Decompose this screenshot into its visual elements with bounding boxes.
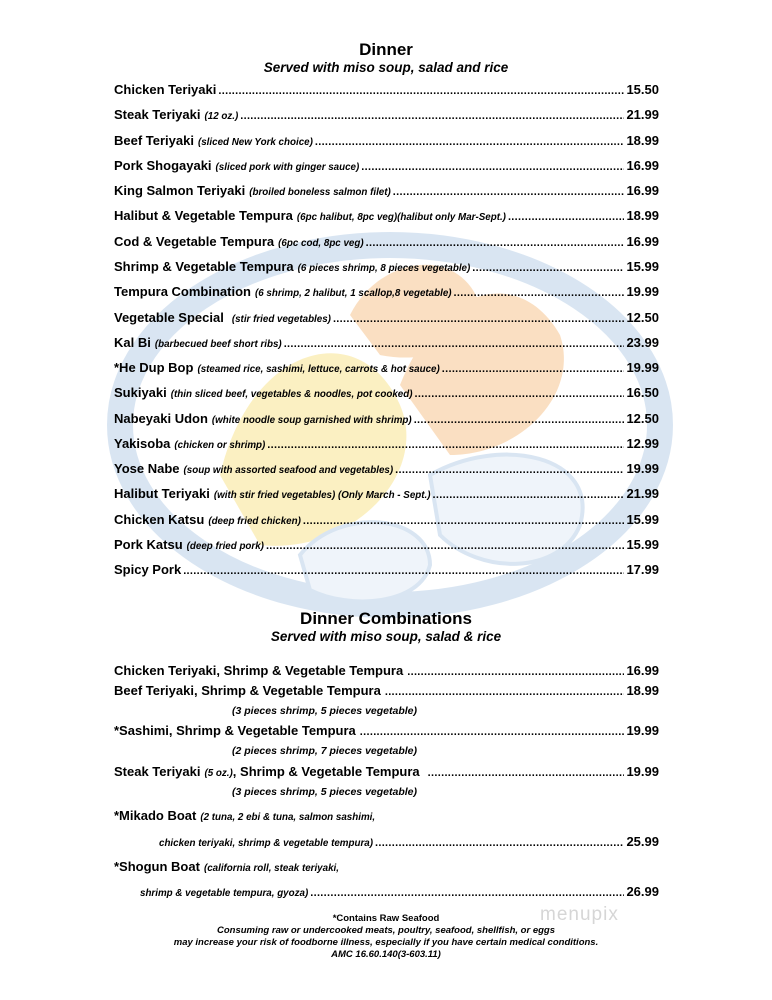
menu-item-price: 21.99 <box>626 486 659 501</box>
watermark-logo: menupix <box>540 904 619 925</box>
menu-item <box>114 460 659 478</box>
menu-item <box>114 334 659 352</box>
menu-item-price: 18.99 <box>626 208 659 223</box>
combo-item-description-cont: chicken teriyaki, shrimp & vegetable tempura) <box>159 838 373 849</box>
menu-item <box>114 309 659 327</box>
menu-item-name: Halibut & Vegetable Tempura <box>114 208 293 223</box>
menu-item <box>114 485 659 503</box>
menu-item-name: Kal Bi <box>114 335 151 350</box>
menu-item-name: *He Dup Bop <box>114 360 194 375</box>
menu-item-name: Yose Nabe <box>114 461 180 476</box>
menu-item <box>114 384 659 402</box>
menu-item-description: (sliced pork with ginger sauce) <box>215 162 360 173</box>
menu-item-description: (steamed rice, sashimi, lettuce, carrots & hot sauce) <box>197 364 440 375</box>
menu-item-price: 15.99 <box>626 512 659 527</box>
menu-item <box>114 410 659 428</box>
menu-item-description: (6pc halibut, 8pc veg)(halibut only Mar-Sept.) <box>296 212 506 223</box>
combo-item-name: Steak Teriyaki <box>114 764 201 779</box>
combo-item-price: 18.99 <box>626 683 659 698</box>
combo-item <box>114 763 659 781</box>
menu-item-description: (chicken or shrimp) <box>174 440 266 451</box>
menu-item-name: Vegetable Special <box>114 310 224 325</box>
menu-item-price: 16.99 <box>626 234 659 249</box>
menu-item-description: (deep fried chicken) <box>208 516 301 527</box>
menu-item-description: (deep fried pork) <box>186 541 264 552</box>
menu-item-price: 12.99 <box>626 436 659 451</box>
combo-item <box>114 807 659 825</box>
combo-item-price: 16.99 <box>626 663 659 678</box>
menu-item-name: Spicy Pork <box>114 562 182 577</box>
menu-item-description: (sliced New York choice) <box>197 137 313 148</box>
combo-item-description: (5 oz.) <box>204 768 233 779</box>
menu-item-name: Chicken Katsu <box>114 512 205 527</box>
menu-item-price: 21.99 <box>626 107 659 122</box>
menu-item <box>114 258 659 276</box>
menu-item-price: 12.50 <box>626 411 659 426</box>
menu-item-price: 19.99 <box>626 284 659 299</box>
menu-item <box>114 81 659 99</box>
combo-item-name: Beef Teriyaki, Shrimp & Vegetable Tempura <box>114 683 381 698</box>
menu-item-price: 19.99 <box>626 461 659 476</box>
menu-item-price: 12.50 <box>626 310 659 325</box>
menu-item-description: (with stir fried vegetables) (Only March - Sept.) <box>213 490 431 501</box>
combo-item-line2 <box>159 833 659 851</box>
menu-item <box>114 233 659 251</box>
menu-item-price: 15.99 <box>626 537 659 552</box>
menu-item <box>114 359 659 377</box>
combo-item-price: 19.99 <box>626 764 659 779</box>
menu-item-description: (white noodle soup garnished with shrimp) <box>211 415 412 426</box>
combo-item-note: (2 pieces shrimp, 7 pieces vegetable) <box>232 745 418 757</box>
menu-item-name: Pork Katsu <box>114 537 183 552</box>
combo-item <box>114 662 659 680</box>
menu-item-name: Pork Shogayaki <box>114 158 212 173</box>
menu-item-name: Tempura Combination <box>114 284 251 299</box>
raw-seafood-notice: *Contains Raw Seafood <box>332 913 440 924</box>
combo-item-name-cont: , Shrimp & Vegetable Tempura <box>232 764 420 779</box>
menu-item-name: Halibut Teriyaki <box>114 486 210 501</box>
menu-item <box>114 511 659 529</box>
menu-item-price: 18.99 <box>626 133 659 148</box>
menu-item-description: (6pc cod, 8pc veg) <box>278 238 364 249</box>
menu-item-description: (6 shrimp, 2 halibut, 1 scallop,8 vegetable) <box>254 288 452 299</box>
footer-disclaimer-line: may increase your risk of foodborne illness, especially if you have certain medical conditions. <box>173 937 599 948</box>
menu-item <box>114 182 659 200</box>
menu-item-name: Shrimp & Vegetable Tempura <box>114 259 294 274</box>
menu-item-description: (6 pieces shrimp, 8 pieces vegetable) <box>297 263 471 274</box>
combo-item-description: (2 tuna, 2 ebi & tuna, salmon sashimi, <box>200 812 376 823</box>
menu-item-description: (broiled boneless salmon filet) <box>249 187 391 198</box>
combo-item-note: (3 pieces shrimp, 5 pieces vegetable) <box>232 705 418 717</box>
menu-item <box>114 435 659 453</box>
combo-item-name: *Sashimi, Shrimp & Vegetable Tempura <box>114 723 356 738</box>
combo-item <box>114 858 659 876</box>
menu-item-description: (stir fried vegetables) <box>231 314 331 325</box>
menu-item-description: (12 oz.) <box>204 111 239 122</box>
combinations-subtitle: Served with miso soup, salad & rice <box>270 629 502 644</box>
menu-item-price: 16.99 <box>626 183 659 198</box>
combo-item-price: 26.99 <box>626 884 659 899</box>
dinner-title: Dinner <box>359 40 413 59</box>
menu-item-name: Beef Teriyaki <box>114 133 194 148</box>
combo-item-name: *Shogun Boat <box>114 859 200 874</box>
footer-disclaimer-line: Consuming raw or undercooked meats, poultry, seafood, shellfish, or eggs <box>216 925 555 936</box>
combo-item-name: *Mikado Boat <box>114 808 197 823</box>
combo-item <box>114 722 659 740</box>
combo-item-price: 19.99 <box>626 723 659 738</box>
combo-item-description: (california roll, steak teriyaki, <box>203 863 339 874</box>
menu-item <box>114 561 659 579</box>
combinations-title: Dinner Combinations <box>300 609 472 628</box>
dinner-subtitle: Served with miso soup, salad and rice <box>263 60 509 75</box>
menu-item-description: (thin sliced beef, vegetables & noodles, pot cooked) <box>170 389 413 400</box>
menu-item-description: (barbecued beef short ribs) <box>154 339 282 350</box>
menu-item <box>114 157 659 175</box>
combo-item-name: Chicken Teriyaki, Shrimp & Vegetable Tempura <box>114 663 404 678</box>
menu-item-price: 17.99 <box>626 562 659 577</box>
combo-item-note: (3 pieces shrimp, 5 pieces vegetable) <box>232 786 418 798</box>
menu-item-name: Yakisoba <box>114 436 171 451</box>
menu-item-price: 23.99 <box>626 335 659 350</box>
menu-item-name: Sukiyaki <box>114 385 167 400</box>
menu-item-price: 15.99 <box>626 259 659 274</box>
menu-item-name: Nabeyaki Udon <box>114 411 208 426</box>
menu-item <box>114 536 659 554</box>
combo-item-price: 25.99 <box>626 834 659 849</box>
menu-item <box>114 132 659 150</box>
menu-item-name: Cod & Vegetable Tempura <box>114 234 275 249</box>
menu-item <box>114 283 659 301</box>
menu-item-name: King Salmon Teriyaki <box>114 183 246 198</box>
menu-item-name: Steak Teriyaki <box>114 107 201 122</box>
menu-item-price: 16.99 <box>626 158 659 173</box>
menu-item-price: 19.99 <box>626 360 659 375</box>
combo-item-line2 <box>140 883 659 901</box>
menu-item-price: 16.50 <box>626 385 659 400</box>
menu-item <box>114 106 659 124</box>
menu-item <box>114 207 659 225</box>
combo-item <box>114 682 659 700</box>
menu-item-price: 15.50 <box>626 82 659 97</box>
combo-item-description-cont: shrimp & vegetable tempura, gyoza) <box>140 888 309 899</box>
menu-item-name: Chicken Teriyaki <box>114 82 217 97</box>
footer-code-line: AMC 16.60.140(3-603.11) <box>331 949 441 960</box>
menu-item-description: (soup with assorted seafood and vegetables) <box>183 465 394 476</box>
